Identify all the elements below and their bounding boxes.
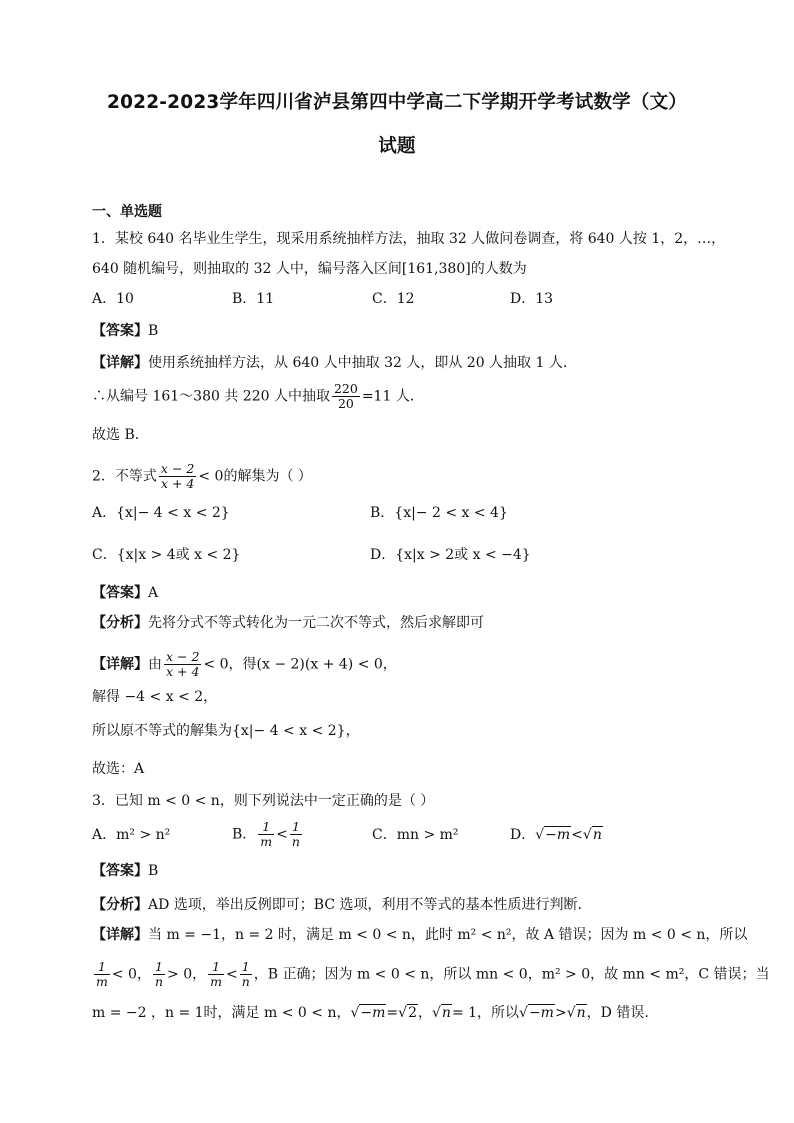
q3-d3-mid: ， (417, 1005, 432, 1021)
q2-detail-frac-num: x − 2 (166, 649, 200, 664)
q3-detail-line-2 (92, 960, 770, 989)
detail-label: 【详解】 (92, 927, 148, 943)
frac-num: 1 (240, 960, 252, 975)
q2-detail (92, 650, 397, 679)
frac-1-m (94, 960, 110, 989)
sqrt-neg-m: √−m (535, 827, 571, 843)
radicand: −m (360, 1005, 386, 1021)
q2-option-c: C．{x|x > 4或 x < 2} (92, 547, 241, 563)
answer-label: 【答案】 (92, 863, 148, 879)
q3-d2-c: < (225, 966, 238, 983)
q3-answer (92, 862, 158, 880)
q3-analysis-text: AD 选项，举出反例即可；BC 选项，利用不等式的基本性质进行判断. (148, 897, 582, 913)
frac-den: n (291, 834, 300, 849)
q1-detail-text-3: =11 人． (361, 388, 424, 405)
q1-detail-line-2 (92, 382, 424, 411)
sqrt-2: √2 (398, 1005, 417, 1021)
q3-option-d-label: D． (510, 827, 536, 843)
q1-stem-line-2: 640 随机编号，则抽取的 32 人中，编号落入区间[161,380]的人数为 (92, 261, 527, 277)
q2-detail-fraction (164, 650, 201, 679)
q3-stem: 3．已知 m < 0 < n，则下列说法中一定正确的是（ ） (92, 793, 435, 809)
frac-num: 1 (258, 820, 274, 835)
q2-fraction (159, 462, 196, 491)
frac-num: 1 (290, 820, 302, 835)
q3-detail-line-1 (92, 926, 747, 944)
radicand: −m (545, 827, 571, 843)
radicand: n (592, 827, 602, 843)
q1-detail-text-2: ∴从编号 161～380 共 220 人中抽取 (92, 388, 330, 405)
q2-answer-value: A (148, 585, 159, 601)
q3-answer-value: B (148, 863, 159, 879)
q2-option-a: A．{x|− 4 < x < 2} (92, 505, 230, 521)
q1-answer-value: B (148, 323, 159, 339)
q2-answer (92, 584, 158, 602)
q1-fraction (332, 382, 360, 411)
q3-d3-eq1: = (386, 1005, 399, 1021)
q1-detail-text-1: 使用系统抽样方法，从 640 人中抽取 32 人，即从 20 人抽取 1 人． (148, 355, 577, 371)
sqrt-neg-m: √−m (350, 1005, 386, 1021)
frac-1-n (153, 960, 165, 989)
sqrt-n: √n (566, 1005, 586, 1021)
radicand: −m (528, 1005, 554, 1021)
q2-detail-post: < 0，得(x − 2)(x + 4) < 0， (203, 656, 397, 673)
q1-option-a: A．10 (92, 291, 134, 307)
q1-frac-num: 220 (333, 381, 358, 396)
q2-step-3: 所以原不等式的解集为{x|− 4 < x < 2}， (92, 723, 360, 739)
q3-option-a: A．m² > n² (92, 827, 171, 843)
radicand: n (576, 1005, 586, 1021)
frac-num: 1 (153, 960, 165, 975)
q2-option-b: B．{x|− 2 < x < 4} (370, 505, 508, 521)
q2-option-d: D．{x|x > 2或 x < −4} (370, 547, 531, 563)
q3-d3-gt: > (554, 1005, 567, 1021)
frac-den: n (154, 974, 164, 989)
sqrt-neg-m: √−m (519, 1005, 554, 1021)
q3-option-b-frac-m (258, 820, 274, 849)
section-heading: 一、单选题 (92, 204, 162, 220)
sqrt-n: √n (582, 827, 602, 843)
frac-1-n (240, 960, 252, 989)
frac-den: m (96, 974, 108, 989)
q2-choose: 故选：A (92, 761, 145, 777)
q3-option-b-frac-n (290, 820, 302, 849)
q1-frac-den: 20 (337, 396, 354, 411)
detail-label: 【详解】 (92, 656, 148, 673)
q1-detail-line-1 (92, 354, 577, 372)
q3-d3-eq2: = 1，所以 (451, 1005, 520, 1021)
less-than: < (276, 826, 288, 843)
q1-option-b: B．11 (232, 291, 275, 307)
q3-option-c: C．mn > m² (372, 827, 459, 843)
q3-d2-a: < 0， (111, 966, 151, 983)
q3-d2-rest: ，B 正确；因为 m < 0 < n，所以 mn < 0，m² > 0，故 mn < m²，C 错误；当 (253, 966, 770, 983)
q3-detail-text-1: 当 m = −1，n = 2 时，满足 m < 0 < n，此时 m² < n²，故 A 错误；因为 m < 0 < n，所以 (148, 927, 748, 943)
detail-label: 【详解】 (92, 355, 148, 371)
radicand: 2 (408, 1005, 417, 1021)
q3-option-b-label: B． (232, 826, 257, 843)
answer-label: 【答案】 (92, 323, 148, 339)
q3-option-d (510, 826, 603, 844)
frac-den: n (241, 974, 250, 989)
q1-stem-line-1: 1．某校 640 名毕业生学生，现采用系统抽样方法，抽取 32 人做问卷调查，将 640 人按 1，2，…， (92, 231, 726, 247)
frac-1-m (208, 960, 224, 989)
q3-analysis (92, 896, 582, 914)
q3-d2-b: > 0， (167, 966, 207, 983)
q1-choose: 故选 B． (92, 427, 149, 443)
q2-stem (92, 462, 312, 491)
frac-num: 1 (94, 960, 110, 975)
q3-d3-end: ，D 错误. (586, 1005, 649, 1021)
answer-label: 【答案】 (92, 585, 148, 601)
q2-detail-pre: 由 (148, 656, 162, 673)
frac-den: m (260, 834, 273, 849)
q2-detail-frac-den: x + 4 (166, 664, 200, 679)
q2-stem-pre: 2．不等式 (92, 468, 157, 485)
analysis-label: 【分析】 (92, 615, 148, 631)
title-line-1: 2022-2023学年四川省泸县第四中学高二下学期开学考试数学（文） (107, 92, 687, 113)
q1-option-d: D．13 (510, 291, 554, 307)
title-line-2: 试题 (378, 136, 416, 157)
analysis-label: 【分析】 (92, 897, 148, 913)
q2-analysis (92, 614, 484, 632)
q2-analysis-text: 先将分式不等式转化为一元二次不等式，然后求解即可 (148, 615, 484, 631)
q2-stem-post: < 0的解集为（ ） (198, 468, 312, 485)
radicand: n (441, 1005, 451, 1021)
frac-num: 1 (208, 960, 224, 975)
sqrt-n: √n (431, 1005, 451, 1021)
q2-frac-den: x + 4 (160, 476, 195, 491)
q1-answer (92, 322, 158, 340)
q2-frac-num: x − 2 (160, 461, 195, 476)
q1-option-c: C．12 (372, 291, 415, 307)
q3-detail-line-3 (92, 1004, 649, 1022)
frac-den: m (210, 974, 222, 989)
q3-option-b (232, 820, 304, 849)
q3-d3-pre: m = −2 ，n = 1时，满足 m < 0 < n， (92, 1005, 351, 1021)
less-than: < (571, 827, 583, 843)
q2-step-2: 解得 −4 < x < 2， (92, 689, 218, 705)
